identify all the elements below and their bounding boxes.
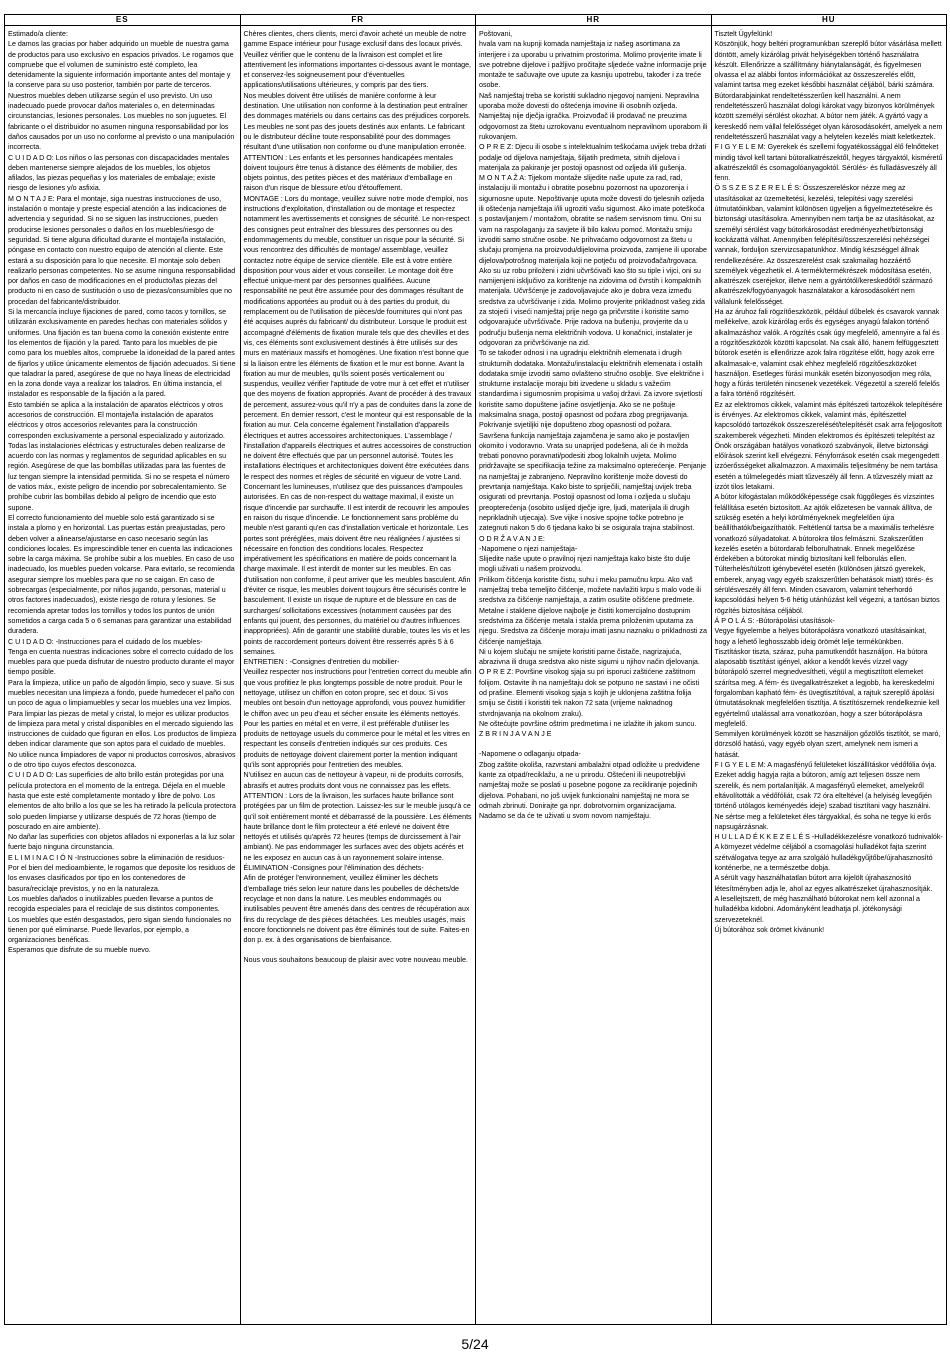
paragraph: Por el bien del medioambiente, le rogamos que deposite los residuos de los envases clasificados por tipo en los contenedores de basura/reciclaje previstos, y no en la naturaleza. xyxy=(8,864,236,893)
paragraph: Chères clientes, chers clients, merci d'avoir acheté un meuble de notre gamme Espace intérieur pour l'usage exclusif dans des locaux privés. Veuillez vérifier que le contenu de la livraison est complet et lire attentivement les informations importantes ci-dessous avant le montage, et conservez-les soigneusement pour d'éventuelles applications/utilisations ultérieures, y compris par des tiers. xyxy=(243,30,472,90)
paragraph: Los muebles que estén desgastados, pero sigan siendo funcionales no tienen por qué eliminarse. Puede llevarlos, por ejemplo, a organizaciones benéficas. xyxy=(8,915,232,945)
paragraph: -Napomene o odlaganju otpada- xyxy=(479,750,581,759)
paragraph: No dañar las superficies con objetos afilados ni exponerlas a la luz solar fuerte bajo ninguna circunstancia. xyxy=(8,833,235,852)
paragraph: M O N T A Ž A: Tijekom montaže slijedite naše upute za rad, rad, instalaciju ili montažu i obratite posebnu pozornost na upozorenja i sigurnosne upute. Nepoštivanje uputa može dovesti do tjelesnih ozljeda ili oštećenja namještaja i/ili ugroziti vašu sigurnost. Ako imate poteškoća s postavljanjem / montažom, obratite se našem servisnom timu. Oni su vam na raspolaganju za savjete ili bilo kakvu pomoć. Montažu smiju izvoditi samo stručne osobe. Ne prihvaćamo odgovornost za štetu u slučaju promjena na proizvodu/dijelovima proizvoda, zamjene ili uporabe dijelova/potrošnog materijala koji ne potječu od proizvođača/trgovaca. xyxy=(479,174,707,265)
paragraph: Estimado/a cliente: xyxy=(8,30,68,38)
paragraph: Bútordarabjainkat rendeltetésszerűen kell használni. A nem rendeltetésszerű használat dologi károkat vagy bizonyos körülmények között személyi sérülést okozhat. A bútor nem játék. A gyártó vagy a kereskedő nem vállal felelősséget olyan károsodásokért, amelyek a nem rendeltetésszerű használat vagy a helytelen kezelés miatt keletkeztek. xyxy=(714,91,943,141)
paragraph: Új bútorához sok örömet kívánunk! xyxy=(714,925,825,934)
column-text-hu xyxy=(711,26,947,1325)
paragraph: -Napomene o njezi namještaja- xyxy=(479,544,578,553)
paragraph: ÉLIMINATION -Consignes pour l'élimination des déchets- xyxy=(243,864,424,873)
column-header-fr: FR xyxy=(240,15,476,26)
paragraph: To se također odnosi i na ugradnju električnih elemenata i drugih strukturnih dodataka. Montažu/instalaciju električnih elemenata i ostalih dodataka smije izvoditi samo ovlašteno stručno osoblje. Sve električne i strukturne instalacije moraju biti izvedene u skladu s važećim standardima i sigurnosnim propisima u vašoj državi. Za izvore svjetlosti koristite samo dopuštene jačine osvjetljenja. Ako se ne poštuje maksimalna snaga, postoji opasnost od požara zbog pregrijavanja. Pokrivanje svjetiljki nije dopušteno zbog opasnosti od požara. xyxy=(479,349,704,430)
paragraph: A környezet védelme céljából a csomagolási hulladékot fajta szerint szétválogatva tegye az arra szolgáló hulladékgyűjtőbe/újrahasznosító konténerbe, ne a természetbe dobja. xyxy=(714,843,933,873)
paragraph: Afin de protéger l'environnement, veuillez éliminer les déchets d'emballage triés selon leur nature dans les poubelles de déchets/de recyclage et non dans la nature. Les meubles endommagés ou inutilisables peuvent être amenés dans des centres de récupération aux fins du recyclage de des pièces détachées. Les meubles usagés, mais encore fonctionnels ne doivent pas être éliminés tout de suite. Faites-en don p. ex. à des organisations de bienfaisance. xyxy=(243,874,470,945)
paragraph: Vegye figyelembe a helyes bútorápolásra vonatkozó utasításainkat, hogy a lehető leghosszabb ideig örömét lelje termékünkben. xyxy=(714,627,927,646)
paragraph: Ne sértse meg a felületeket éles tárgyakkal, és soha ne tegye ki erős napsugárzásnak. xyxy=(714,812,931,831)
paragraph: Nos meubles doivent être utilisés de manière conforme à leur destination. Une utilisation non conforme à la destination peut entraîner des dommages matériels ou dans certains cas des préjudices corporels. Les meubles ne sont pas des jouets destinés aux enfants. Le fabricant ou le distributeur décline toute responsabilité pour des dommages résultant d'une utilisation non conforme ou d'une manipulation erronée. xyxy=(243,91,471,152)
paragraph: A sérült vagy használhatatlan bútort arra kijelölt újrahasznosító létesítményben adja le, ahol az egyes alkatrészeket újrahasznosítják. xyxy=(714,874,933,893)
column-text-fr xyxy=(240,26,476,1325)
paragraph: Köszönjük, hogy beltéri programunkban szereplő bútor vásárlása mellett döntött, amely kizárólag privát helyiségekben történő használatra készült. Ellenőrizze a szállítmány hiánytalanságát, és figyelmesen olvassa el az alábbi fontos információkat az összeszerelés előtt, valamint tartsa meg ezeket későbbi használat céljából, bárki számára. xyxy=(714,40,942,90)
paragraph: Ni u kojem slučaju ne smijete koristiti parne čistače, nagrizajuća, abrazivna ili druga sredstva ako niste sigurni u njihov način djelovanja. xyxy=(479,647,700,667)
paragraph: Zbog zaštite okoliša, razvrstani ambalažni otpad odložite u predviđene kante za otpad/reciklažu, a ne u prirodu. Oštećeni ili neupotrebljivi namještaj može se poslati u posebne pogone za recikliranje pojedinih dijelova. Pohabani, no još uvijek funkcionalni namještaj ne mora se odmah zbrinuti. Donirajte ga npr. dobrotvornim organizacijama. xyxy=(479,760,700,810)
paragraph: Ne oštećujte površine oštrim predmetima i ne izlažite ih jakom suncu. xyxy=(479,719,697,728)
paragraph: M O N T A J E: Para el montaje, siga nuestras instrucciones de uso, instalación o montaje y preste especial atención a las indicaciones de advertencia y seguridad. Si no se siguen las instrucciones, pueden producirse lesiones personales o daños en los muebles/riesgo de seguridad. Si tiene alguna dificultad durante el montaje/la instalación, póngase en contacto con nuestro equipo de atención al cliente. Este estará a su disposición para lo que necesite. El montaje solo deben realizarlo personas competentes. No se asume ninguna responsabilidad por daños en caso de modificaciones en el producto/las piezas del producto ni en caso de sustitución o uso de piezas/consumibles que no procedan del fabricante/distribuidor. xyxy=(8,194,236,306)
paragraph: Nous vous souhaitons beaucoup de plaisir avec votre nouveau meuble. xyxy=(243,956,468,965)
column-header-hu: HU xyxy=(711,15,947,26)
paragraph: O D R Ž A V A N J E: xyxy=(479,534,545,543)
paragraph: F I G Y E L E M: A magasfényű felületeket kiszállításkor védőfólia óvja. Ezeket addig hagyja rajta a bútoron, amíg azt teljesen össze nem szerelik, és nem portalanítják. A magasfényű elemeket, amelyekről eltávolították a védőfóliát, csak 72 óra elteltével (a helyiség levegőjén történő utólagos keményedés ideje) szabad tisztítani vagy használni. xyxy=(714,761,937,811)
paragraph: No utilice nunca limpiadores de vapor ni productos corrosivos, abrasivos o de otro tipo cuyos efectos desconozca. xyxy=(8,750,236,770)
paragraph: ATTENTION : Lors de la livraison, les surfaces haute brillance sont protégées par un film de protection. Laissez-les sur le meuble jusqu'à ce qu'il soit entièrement monté et débarrassé de la poussière. Les éléments haute brillance dont le film protecteur a été enlevé ne doivent être nettoyés et utilisés qu'après 72 heures (temps de durcissement à l'air ambiant). Ne pas endommager les surfaces avec des objets acérés et ne les exposez en aucun cas à un rayonnement solaire intense. xyxy=(243,791,472,862)
paragraph: H U L L A D É K K E Z E L É S -Hulladékkezelésre vonatkozó tudnivalók- xyxy=(714,833,943,842)
paragraph: O P R E Z: Površine visokog sjaja su pri isporuci zaštićene zaštitnom folijom. Ostavite ih na namještaju dok se potpuno ne sastavi i ne očisti od prašine. Elementi visokog sjaja s kojih je uklonjena zaštitna folija smiju se čistiti i koristiti tek nakon 72 sata (vrijeme naknadnog stvrdnjavanja na okolnom zraku). xyxy=(479,668,700,718)
paragraph: Slijedite naše upute o pravilnoj njezi namještaja kako biste što dulje mogli uživati u našem proizvodu. xyxy=(479,555,691,574)
paragraph: Tenga en cuenta nuestras indicaciones sobre el correcto cuidado de los muebles para que pueda disfrutar de nuestro producto durante el mayor tiempo posible. xyxy=(8,647,235,677)
paragraph: Si la mercancía incluye fijaciones de pared, como tacos y tornillos, se utilizarán exclusivamente en paredes hechas con materiales sólidos y uniformes. Una fijación es tan buena como la conexión existente entre los elementos de fijación y la pared. Tanto para los muebles de pie como para los muebles altos, compruebe la idoneidad de la pared antes de fijarlos y utilice únicamente elementos de fijación adecuados. Si tiene que taladrar la pared, asegúrese de que no haya líneas de electricidad en la zona donde vaya a realizar los taladros. En última instancia, el instalador es responsable de la fijación a la pared. xyxy=(8,308,236,399)
paragraph: E L I M I N A C I Ó N -Instrucciones sobre la eliminación de residuos- xyxy=(8,853,225,862)
paragraph: C U I D A D O: Las superficies de alto brillo están protegidas por una película protectora en el momento de la entrega. Déjela en el mueble hasta que este esté completamente montado y libre de polvo. Los elementos de alto brillo a los que se les ha retirado la película protectora solo pueden limpiarse y utilizarse después de 72 horas (tiempo de poscurado en aire ambiente). xyxy=(8,771,236,831)
paragraph: Veuillez respecter nos instructions pour l'entretien correct du meuble afin que vous profitiez le plus longtemps possible de notre produit. Pour le nettoyage, utilisez un chiffon en coton propre, sec et doux. Si vos meubles ont besoin d'un nettoyage approfondi, vous pouvez humidifier le chiffon avec un peu d'eau et sécher ensuite les éléments nettoyés. Pour les parties en métal et en verre, il est préférable d'utiliser les produits de nettoyage usuels du commerce pour le métal et les vitres en respectant les conseils d'entretien indiqués sur ces produits. Ces produits de nettoyage doivent clairement porter la mention indiquant qu'ils sont appropriés pour l'entretien des meubles. xyxy=(243,668,472,770)
paragraph: hvala vam na kupnji komada namještaja iz našeg asortimana za interijere i za uporabu u privatnim prostorima. Molimo provjerite imate li sve potrebne dijelove i pažljivo pročitajte sljedeće važne informacije prije montaže te sačuvajte ove upute za kasniju upotrebu, također i za treće osobe. xyxy=(479,40,707,90)
paragraph: Tisztelt Ügyfelünk! xyxy=(714,30,773,38)
language-columns-table xyxy=(4,14,947,1325)
paragraph: C U I D A D O: -Instrucciones para el cuidado de los muebles- xyxy=(8,637,203,646)
paragraph: Naš namještaj treba se koristiti sukladno njegovoj namjeni. Nepravilna uporaba može dovesti do oštećenja imovine ili osobnih ozljeda. Namještaj nije dječja igračka. Proizvođač ili prodavač ne preuzima odgovornost za štetu uzrokovanu eventualnom nepravilnom uporabom ili rukovanjem. xyxy=(479,91,708,141)
column-text-hr xyxy=(476,26,712,1325)
paragraph: Tisztításkor tiszta, száraz, puha pamutkendőt használjon. Ha bútora alaposabb tisztítást igényel, akkor a kendőt kevés vízzel vagy bútorápoló szerrel megnedvesítheti, végül a megtisztított elemeket szárítsa meg. A fém- és üvegalkatrészeket a legjobb, ha kereskedelmi forgalomban kapható fém- és üvegtisztítóval, a rajtuk szereplő ápolási útmutatásoknak megfelelően tisztítja. A tisztítószernek rendelkeznie kell egyértelmű utalással arra vonatkozóan, hogy a szer bútorápolásra megfelelő. xyxy=(714,647,940,728)
paragraph: Nadamo se da će te uživati u svom novom namještaju. xyxy=(479,812,651,821)
paragraph: Prilikom čišćenja koristite čistu, suhu i meku pamučnu krpu. Ako vaš namještaj treba temeljito čišćenje, možete navlažiti krpu s malo vode ili sredstva za čišćenje namještaja, a zatim osušite očišćene predmete. Metalne i staklene dijelove najbolje je čistiti komercijalno dostupnim sredstvima za čišćenje metala i stakla prema priloženim uputama za njegu. Sredstva za čišćenje moraju imati jasnu naznaku o prikladnosti za čišćenje namještaja. xyxy=(479,575,707,646)
paragraph: Le damos las gracias por haber adquirido un mueble de nuestra gama de productos para uso exclusivo en espacios privados. Le rogamos que compruebe que el volumen de suministro esté completo, lea detenidamente la siguiente información importante antes del montaje y la conserve para su uso posterior, también por parte de terceros. xyxy=(8,40,234,90)
page-number: 5/24 xyxy=(461,1336,489,1352)
paragraph: El correcto funcionamiento del mueble solo está garantizado si se instala a plomo y en horizontal. Las puertas están preajustadas, pero deben volver a alinearse/ajustarse en caso necesario según las condiciones locales. Es imprescindible tener en cuenta las indicaciones sobre la carga máxima. Se prohíbe subir a los muebles. En caso de uso inadecuado, los muebles pueden volcarse. Para evitarlo, se recomienda asegurar siempre los muebles para que no se caigan. En caso de sobrecargas (especialmente, por niños jugando, personas, material u otros factores inadecuados), existe riesgo de rotura y lesiones. Se recomienda apretar todos los tornillos y todos los puntos de unión sometidos a carga cada 5 o 6 semanas para garantizar una estabilidad duradera. xyxy=(8,513,235,636)
paragraph: Savršena funkcija namještaja zajamčena je samo ako je postavljen okomito i vodoravno. Vrata su unaprijed podešena, ali će ih možda trebati ponovno poravnati/podesiti zbog lokalnih uvjeta. Molimo pridržavajte se specifikacija težine za maksimalno opterećenje. Penjanje na namještaj je zabranjeno. Nepravilno korištenje može dovesti do prevrtanja namještaja. Kako biste to spriječili, namještaj uvijek treba osigurati od prevrtanja. Postoji opasnost od loma i ozljeda u slučaju preopterećenja (osobito uslijed dječje igre, ljudi, materijala ili drugih neprikladnih utjecaja). Sve vijke i nosive spojne točke potrebno je zategnuti nakon 5 do 6 tjedana kako bi se osigurala trajna stabilnost. xyxy=(479,431,707,533)
paragraph: Esto también se aplica a la instalación de aparatos eléctricos y otros accesorios de construcción. El montaje/la instalación de aparatos eléctricos y otros accesorios relevantes para la construcción corresponden exclusivamente a personal especializado y autorizado. Todas las instalaciones eléctricas y estructurales deben realizarse de acuerdo con las normas y reglamentos de seguridad aplicables en su región. Asegúrese de que las bombillas utilizadas para las fuentes de luz tengan siempre la intensidad permitida. Si no se respeta el número de vatios máx., existe peligro de incendio por sobrecalentamiento. Se prohíbe cubrir las bombillas debido al peligro de incendio que esto supone. xyxy=(8,400,230,512)
paragraph: Nuestros muebles deben utilizarse según el uso previsto. Un uso inadecuado puede provocar daños materiales o, en determinadas circunstancias, lesiones personales. Los muebles no son juguetes. El fabricante o el distribuidor no asumen ninguna responsabilidad por los daños causados por un uso no conforme al previsto o una manipulación incorrecta. xyxy=(8,91,235,152)
paragraph: Á P O L Á S: -Bútorápolási utasítások- xyxy=(714,616,835,625)
paragraph: Ako su uz robu priloženi i zidni učvršćivači kao što su tiple i vijci, oni su namijenjeni isključivo za korištenje na zidovima od čvrstih i kompaktnih materijala. Učvršćenje je zadovoljavajuće ako je dobra veza između sredstva za učvršćivanje i zida. Molimo provjerite prikladnost vašeg zida za stojeći i viseći namještaj prije nego ga pričvrstite i koristite samo odgovarajuće učvršćivače. Prije radova na bušenju, provjerite da u području bušenja nema električnih vodova. U konačnici, instalater je odgovoran za pričvršćivanje na zid. xyxy=(479,266,705,347)
paragraph: Ez az elektromos cikkek, valamint más építészeti tartozékok telepítésére is érvényes. Az elektromos cikkek, valamint más, építészettel kapcsolódó tartozékok összeszerelését/telepítését csak arra feljogosított szakemberek végezheti. Minden elektromos és építészeti telepítést az Önök országában hatályos vonatkozó szabványok, illetve biztonsági előírások szerint kell elvégezni. Fényforrások esetén csak megengedett izzóerősségeket alkalmazzon. A maximális teljesítmény be nem tartása esetén a túlmelegedés miatt tűzveszély áll fenn. A tűzveszély miatt az izzót tilos letakarni. xyxy=(714,400,943,492)
paragraph: N'utilisez en aucun cas de nettoyeur à vapeur, ni de produits corrosifs, abrasifs et autres produits dont vous ne connaissez pas les effets. xyxy=(243,771,464,790)
paragraph: Los muebles dañados o inutilizables pueden llevarse a puntos de recogida especiales para el reciclaje de sus distintos componentes. xyxy=(8,894,220,914)
paragraph: F I G Y E L E M: Gyerekek és szellemi fogyatékossággal élő felnőtteket mindig távol kell tartani bútoralkatrészektől, hegyes tárgyaktól, kisméretű alkatrészektől és csomagolóanyagoktól. Sérülés- és fulladásveszély áll fenn. xyxy=(714,143,943,183)
paragraph: Z B R I N J A V A N J E xyxy=(479,730,552,739)
paragraph: MONTAGE : Lors du montage, veuillez suivre notre mode d'emploi, nos instructions d'exploitation, d'installation ou de montage et respectez notamment les avertissements et consignes de sécurité. Le non-respect des consignes peut entraîner des blessures des personnes ou des endommagements du meuble, constituer un risque pour la sécurité. Si vous rencontrez des difficultés de montage/ assemblage, veuillez contactez notre équipe de service clientèle. Elle est à votre entière disposition pour vous aider et vous conseiller. Le montage doit être effectué unique-ment par des personnes qualifiées. Aucune responsabilité ne peut être assumée pour des dommages résultant de modifications apportées au produit ou à des parties du produit, du remplacement ou de l'utilisation de pièces/de fournitures qui n'ont pas été acquises auprès du fabricant/ du distributeur. Lorsque le produit est accompagné d'éléments de fixation murale tels que des chevilles et des vis, ces éléments sont exclusivement destinés à être utilisés sur des murs en matériaux massifs et homogènes. Une fixation n'est bonne que si la liaison entre les éléments de fixation et le mur est bonne. Avant la fixation au mur de meubles, qu'ils soient posés verticalement ou suspendus, veuillez vérifier l'aptitude de votre mur à cet effet et n'utiliser que des moyens de fixation appropriés. Avant de procéder à des travaux de percement, assurez-vous qu'il n'y a pas de conduites dans la zone de percement. En dernier ressort, c'est le monteur qui est responsable de la fixation au mur. Cela concerne également l'installation d'appareils électriques et autres accessoires architectoniques. L'assemblage / l'installation d'appareils électriques et autres accessoires de construction ne doivent être effectués que par un personnel autorisé. Toutes les installations électriques et architectoniques doivent être exécutées dans le respect des normes et règles de sécurité en vigueur de votre Land. Concernant les lumineuses, n'utilisez que des puissances d'ampoules autorisées. En cas de non-respect du wattage maximal, il existe un risque d'incendie par surchauffe. Il est interdit de recouvrir les ampoules en raison du risque d'incendie. Le fonctionnement sans problème du meuble n'est garanti qu'en cas d'installation verticale et horizontale. Les portes sont préréglées, mais doivent être neu réalignées / ajustées si nécessaire en fonction des conditions locales. Respectez impérativement les spécifications en matière de poids concernant la charge maximale. Il est interdit de monter sur les meubles. En cas d'utilisation non conforme, il peut arriver que les meubles basculent. Afin d'éviter ce risque, les meubles doivent toujours être sécurisés contre le basculement. Il existe un risque de rupture et de blessure en cas de surcharges/ sollicitations excessives (notamment causées par des enfants qui jouent, des personnes, du matériel ou d'autres influences inappropriées). Afin de garantir une stabilité durable, toutes les vis et les points de raccordement porteurs doivent être resserrés après 5 à 6 semaines. xyxy=(243,194,472,656)
paragraph: C U I D A D O: Los niños o las personas con discapacidades mentales deben mantenerse siempre alejados de los muebles, los objetos afilados, las piezas pequeñas y los materiales de embalaje; existe riesgo de lesiones y/o asfixia. xyxy=(8,153,230,193)
paragraph: ENTRETIEN : -Consignes d'entretien du mobilier- xyxy=(243,658,400,667)
paragraph: ATTENTION : Les enfants et les personnes handicapées mentales doivent toujours être tenus à distance des éléments de mobilier, des objets pointus, des petites pièces et des matériaux d'emballage en raison d'un risque de blessure et/ou d'étouffement. xyxy=(243,153,458,193)
paragraph: Esperamos que disfrute de su mueble nuevo. xyxy=(8,946,151,955)
paragraph: O P R E Z: Djecu ili osobe s intelektualnim teškoćama uvijek treba držati podalje od dijelova namještaja, šiljatih predmeta, sitnih dijelova i materijala za pakiranje jer postoji opasnost od ozljeda i/ili gušenja. xyxy=(479,143,706,172)
paragraph: A bútor kifogástalan működőképessége csak függőleges és vízszintes felállítása esetén biztosított. Az ajtók előzetesen be vannak állítva, de szükség esetén a helyi körülményeknek megfelelően újra beállíthatók/beigazíthatók. Feltétlenül tartsa be a maximális terhelésre vonatkozó súlyadatokat. A bútorokra tilos felmászni. Szakszerűtlen kezelés esetén a bútordarab felborulhatnak. Ennek megelőzése érdekében a bútorokat mindig biztosítani kell felborulás ellen. Túlterhelés/túlzott igénybevétel esetén (különösen játszó gyerekek, emberek, anyag vagy egyéb szakszerűtlen behatások miatt) törés- és sérülésveszély áll fenn. Minden csavarom, valamint teherhordó kapcsolódási helyen 5-6 hétig utánhúzást kell végezni, a tartósan biztos rögzítés biztosítása céljából. xyxy=(714,493,940,615)
paragraph: Para la limpieza, utilice un paño de algodón limpio, seco y suave. Si sus muebles necesitan una limpieza a fondo, puede humedecer el paño con un poco de agua o limpiamuebles y secar los muebles una vez limpios. Para limpiar las piezas de metal y cristal, lo mejor es utilizar productos de limpieza para metal y cristal disponibles en el mercado siguiendo las instrucciones de cuidado que figuran en ellos. Los productos de limpieza deben indicar claramente que son aptos para el cuidado de muebles. xyxy=(8,678,237,749)
paragraph: Ha az áruhoz fali rögzítőeszközök, például dűbelek és csavarok vannak mellékelve, azok kizárólag erős és egységes anyagú falakon történő alkalmazáshoz valók. A rögzítés csak úgy megfelelő, amennyire a fal és a rögzítőeszközök közötti kapcsolat. Na csak álló, hanem felfüggesztett bútorok esetén is ellenőrizze azok falra rögzítése előtt, hogy azok erre alkalmasak-e, valamint csak ehhez megfelelő rögzítőeszközöket használjon. Esetleges fúrási munkák esetén bizonyosodjon meg róla, hogy a fúrás területén nincsenek vezetékek. Végezetül a szerelő felelős a falra történő rögzítésért. xyxy=(714,308,940,399)
column-text-es xyxy=(5,26,241,1325)
paragraph: A lesellejtszett, de még használható bútorokat nem kell azonnal a hulladékba kidobni. Adományként leadhatja pl. jótékonysági szervezeteknél. xyxy=(714,894,920,924)
column-header-hr: HR xyxy=(476,15,712,26)
paragraph: Poštovani, xyxy=(479,30,513,38)
paragraph: Ö S S Z E S Z E R E L É S: Összeszereléskor nézze meg az utasításokat az üzemeltetési, kezelési, telepítési vagy szerelési útmutatóinkban, valamint különösen ügyeljen a figyelmeztetésekre és biztonsági utasításokra. Amennyiben nem tartja be az utasításokat, az személyi sérülést vagy bútorkárosodást eredményezhet/biztonsági kockázattá válhat. Amennyiben felépítési/összeszerelési nehézségei vannak, forduljon szervizcsapatunkhoz. Mindig készséggel állnak rendelkezésére. Az összeszerelést csak szakmailag hozzáértő személyek végezhetik el. A termék/termékrészek módosítása esetén, alkatrészek cseréjekor, illetve nem a gyártótól/kereskedőtől származó alkatrészek/fogyóanyagok használatakor a károsodásokért nem vállalunk felelősséget. xyxy=(714,184,935,306)
column-header-es: ES xyxy=(5,15,241,26)
paragraph: Semmilyen körülmények között se használjon gőzölős tisztítót, se maró, dörzsölő hatású, vagy egyéb olyan szert, amelynek nem ismeri a hatását. xyxy=(714,730,941,759)
